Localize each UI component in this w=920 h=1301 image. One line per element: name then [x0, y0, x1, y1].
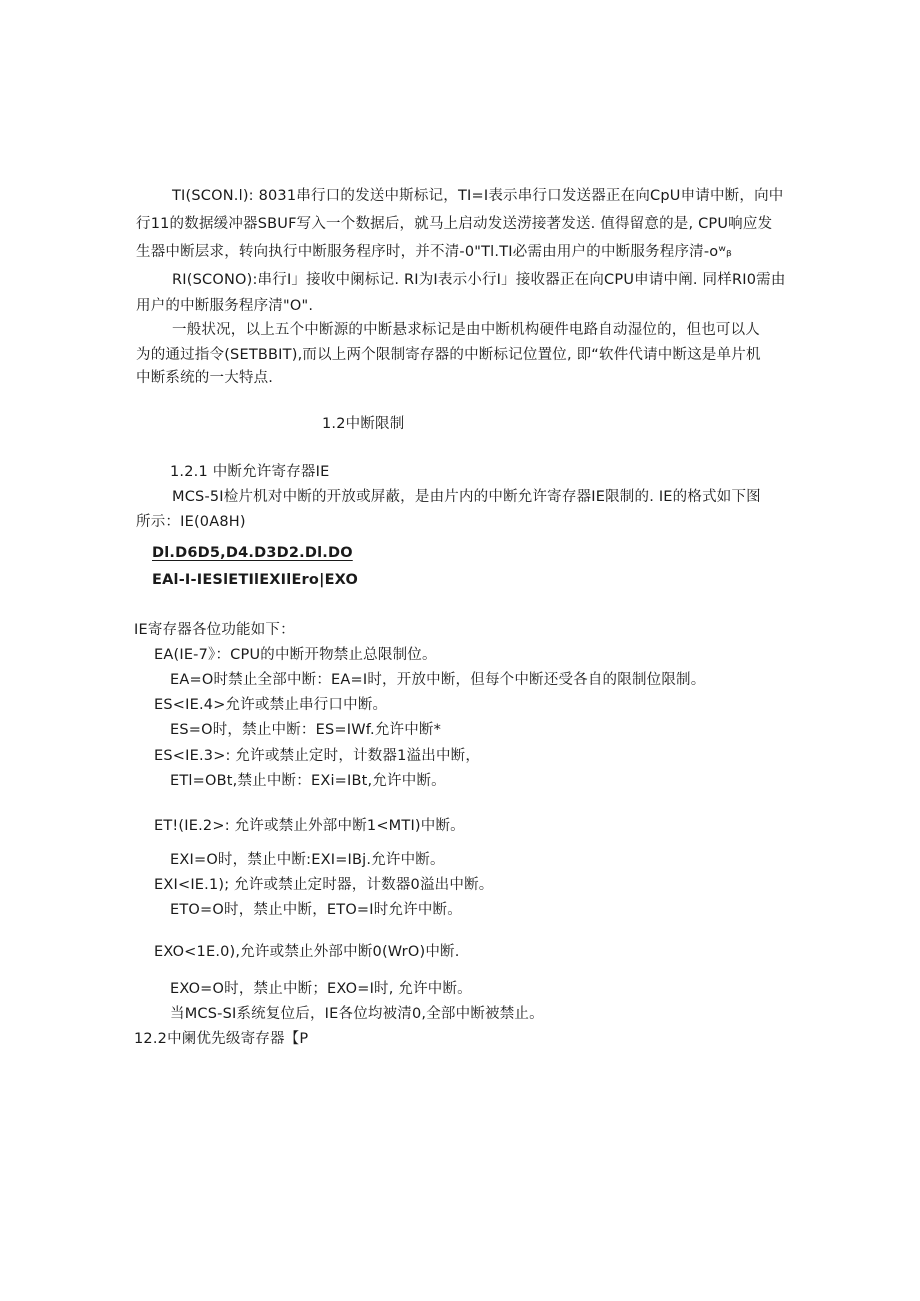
ex0-title: EXO<1E.0),允许或禁止外部中断0(WrO)中断.: [154, 944, 460, 960]
ex1-desc: EXI=O时，禁止中断:EXI=IBj.允许中断。: [170, 852, 445, 868]
ie-bits-heading: IE寄存器各位功能如下：: [134, 622, 295, 638]
section-title: 1.2中断限制: [322, 416, 405, 432]
section-intro-line-1: MCS-5I检片机对中断的开放或屏蔽，是由片内的中断允许寄存器IE限制的. IE的格式如下图: [172, 489, 761, 505]
ti-line-3: 生器中断层求，转向执行中断服务程序时，并不清-0"Tl.TI必需由用户的中断服务程序清-oʷᵦ: [136, 244, 733, 260]
general-line-1: 一般状况，以上五个中断源的中断悬求标记是由中断机构硬件电路自动湿位的，但也可以人: [172, 322, 760, 338]
ti-line-2: 行11的数据缓冲器SBUF写入一个数据后，就马上启动发送涝接著发送. 值得留意的是, CPU响应发: [136, 216, 773, 232]
general-line-2: 为的通过指令(SETBBIT),而以上两个限制寄存器的中断标记位置位, 即“软件代请中断这是单片机: [136, 347, 761, 363]
subsection-title: 1.2.1 中断允许寄存器IE: [170, 464, 330, 480]
ea-desc: EA=O时禁止全部中断：EA=I时，开放中断，但每个中断还受各自的限制位限制。: [170, 672, 706, 688]
ex1-title: EXI<IE.1); 允许或禁止定时器，计数器0溢出中断。: [154, 877, 494, 893]
es4-title: ES<IE.4>允许或禁止串行口中断。: [154, 697, 388, 713]
reset-note: 当MCS-SI系统复位后，IE各位均被清0,全部中断被禁止。: [170, 1006, 544, 1022]
ri-line-1: RI(SCONO):串行I」接收中阑标记. RI为I表示小行I」接收器正在向CPU申请中阐. 同样RI0需由: [172, 272, 786, 288]
register-bits-row: Dl.D6D5,D4.D3D2.Dl.DO: [152, 545, 353, 561]
ex0-desc: EXO=O时，禁止中断；EXO=I时, 允许中断。: [170, 981, 472, 997]
es3-desc: ETl=OBt,禁止中断：EXi=IBt,允许中断。: [170, 773, 446, 789]
ti-line-1: TI(SCON.l): 8031串行口的发送中斯标记，TI=I表示串行口发送器正在向CpU申请中断，向中: [172, 188, 784, 204]
es4-desc: ES=O时，禁止中断：ES=IWf.允许中断*: [170, 722, 442, 738]
et2-title: ET!(IE.2>: 允许或禁止外部中断1<MTI)中断。: [154, 818, 465, 834]
es3-title: ES<IE.3>: 允许或禁止定时，计数器1溢出中断，: [154, 748, 481, 764]
register-names-row: EAl-I-IESlETIlEXIlEro|EXO: [152, 572, 359, 588]
et0-desc: ETO=O时，禁止中断，ETO=I时允许中断。: [170, 902, 462, 918]
section-intro-line-2: 所示：IE(0A8H): [136, 514, 246, 530]
ea-title: EA(IE-7》：CPU的中断开物禁止总限制位。: [154, 647, 437, 663]
general-line-3: 中断系统的一大特点.: [136, 370, 274, 386]
ri-line-2: 用户的中断服务程序清"O".: [136, 298, 314, 314]
next-section-title: 12.2中阑优先级寄存器【P: [134, 1031, 309, 1047]
